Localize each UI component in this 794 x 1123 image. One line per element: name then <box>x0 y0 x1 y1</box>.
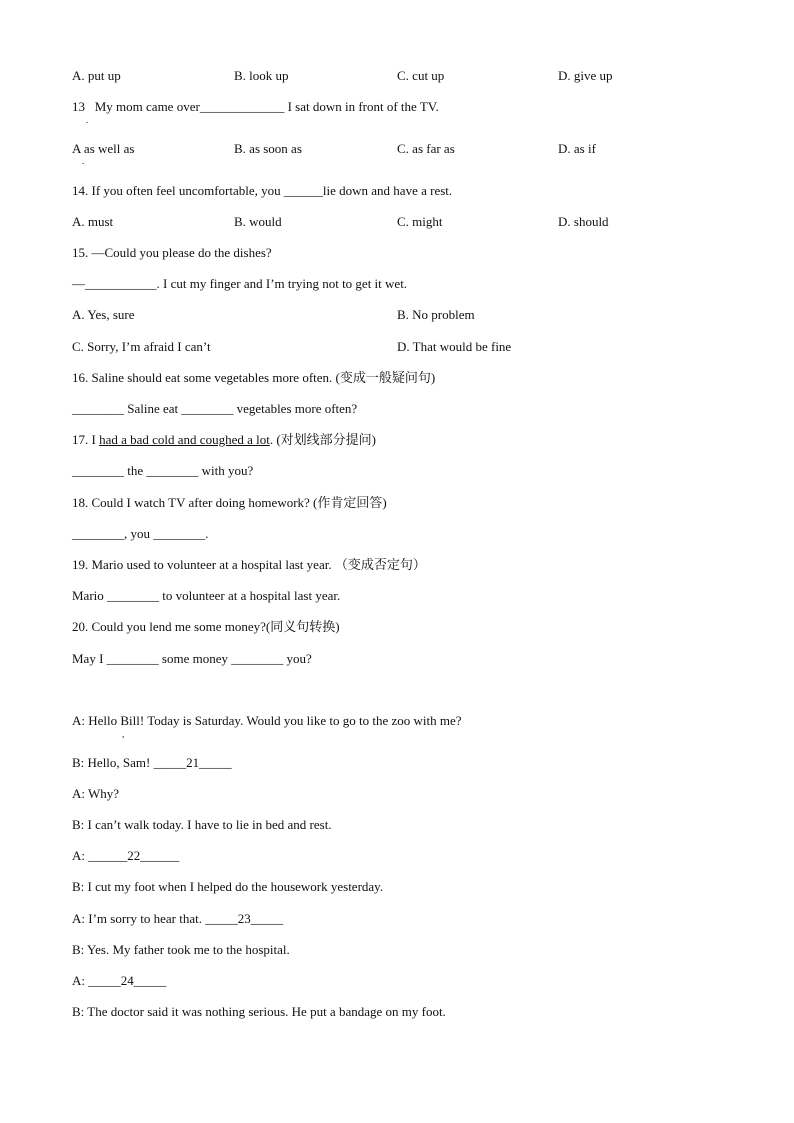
q15-reply-text: . I cut my finger and I’m trying not to get it wet. <box>156 276 408 291</box>
q20-answer: May I ________ some money ________ you? <box>72 651 312 666</box>
q14-option-b: B. would <box>234 214 282 229</box>
q13-blank: _____________ <box>199 99 285 114</box>
q15-reply-dash: — <box>72 276 85 291</box>
q17-underlined-part: had a bad cold and coughed a lot <box>99 432 270 447</box>
q17-instruction: . (对划线部分提问) <box>269 432 377 447</box>
q13-option-d: D. as if <box>558 141 596 156</box>
dialogue-line-6: B: I cut my foot when I helped do the housework yesterday. <box>72 879 384 894</box>
dialogue-line-5-text: A: <box>72 848 89 863</box>
q15-stem: 15. —Could you please do the dishes? <box>72 245 272 260</box>
q13-stem <box>72 99 439 115</box>
q15-option-b: B. No problem <box>397 307 475 322</box>
dialogue-line-7-text: A: I’m sorry to hear that. <box>72 911 206 926</box>
dialogue-line-10: B: The doctor said it was nothing serious. He put a bandage on my foot. <box>72 1004 446 1019</box>
q12-option-c: C. cut up <box>397 68 445 83</box>
blank-24: _____24_____ <box>88 973 167 988</box>
q17-text-pre: 17. I <box>72 432 100 447</box>
punctuation-mark: . <box>82 156 85 166</box>
q12-option-d: D. give up <box>558 68 613 83</box>
q18-answer: ________, you ________. <box>72 526 209 541</box>
q17-answer: ________ the ________ with you? <box>72 463 254 478</box>
dialogue-line-9 <box>72 973 166 989</box>
q17-stem <box>72 432 376 448</box>
q15-option-d: D. That would be fine <box>397 339 512 354</box>
dialogue-line-7 <box>72 911 283 927</box>
q15-option-c: C. Sorry, I’m afraid I can’t <box>72 339 211 354</box>
q14-text-pre: 14. If you often feel uncomfortable, you <box>72 183 284 198</box>
dialogue-line-2 <box>72 755 232 771</box>
dialogue-line-2-text: B: Hello, Sam! <box>72 755 154 770</box>
blank-22: ______22______ <box>88 848 180 863</box>
blank-23: _____23_____ <box>205 911 284 926</box>
q12-option-a: A. put up <box>72 68 121 83</box>
q13-option-a: A as well as <box>72 141 135 156</box>
q14-blank: ______ <box>283 183 323 198</box>
q13-option-b: B. as soon as <box>234 141 302 156</box>
dialogue-line-3: A: Why? <box>72 786 120 801</box>
q20-stem: 20. Could you lend me some money?(同义句转换) <box>72 619 340 634</box>
punctuation-mark: . <box>86 115 89 125</box>
dialogue-line-1: A: Hello Bill! Today is Saturday. Would you like to go to the zoo with me? <box>72 713 462 728</box>
q13-number: 13 <box>72 99 85 114</box>
q19-stem: 19. Mario used to volunteer at a hospital last year. （变成否定句） <box>72 557 426 572</box>
blank-21: _____21_____ <box>153 755 232 770</box>
punctuation-mark: , <box>122 729 125 739</box>
q16-stem: 16. Saline should eat some vegetables more often. (变成一般疑问句) <box>72 370 436 385</box>
q12-option-b: B. look up <box>234 68 289 83</box>
q13-text-pre: My mom came over <box>94 99 200 114</box>
q14-stem <box>72 183 452 199</box>
q15-blank: ___________ <box>85 276 157 291</box>
q13-option-c: C. as far as <box>397 141 455 156</box>
q13-text-post: I sat down in front of the TV. <box>287 99 439 114</box>
q19-answer: Mario ________ to volunteer at a hospital last year. <box>72 588 341 603</box>
q14-option-a: A. must <box>72 214 114 229</box>
q14-option-d: D. should <box>558 214 609 229</box>
q14-text-post: lie down and have a rest. <box>322 183 453 198</box>
dialogue-line-4: B: I can’t walk today. I have to lie in bed and rest. <box>72 817 332 832</box>
q16-answer: ________ Saline eat ________ vegetables more often? <box>72 401 358 416</box>
dialogue-line-5 <box>72 848 179 864</box>
q15-option-a: A. Yes, sure <box>72 307 135 322</box>
q14-option-c: C. might <box>397 214 443 229</box>
dialogue-line-8: B: Yes. My father took me to the hospital. <box>72 942 290 957</box>
q18-stem: 18. Could I watch TV after doing homework? (作肯定回答) <box>72 495 387 510</box>
dialogue-line-9-text: A: <box>72 973 89 988</box>
q15-reply <box>72 276 407 292</box>
